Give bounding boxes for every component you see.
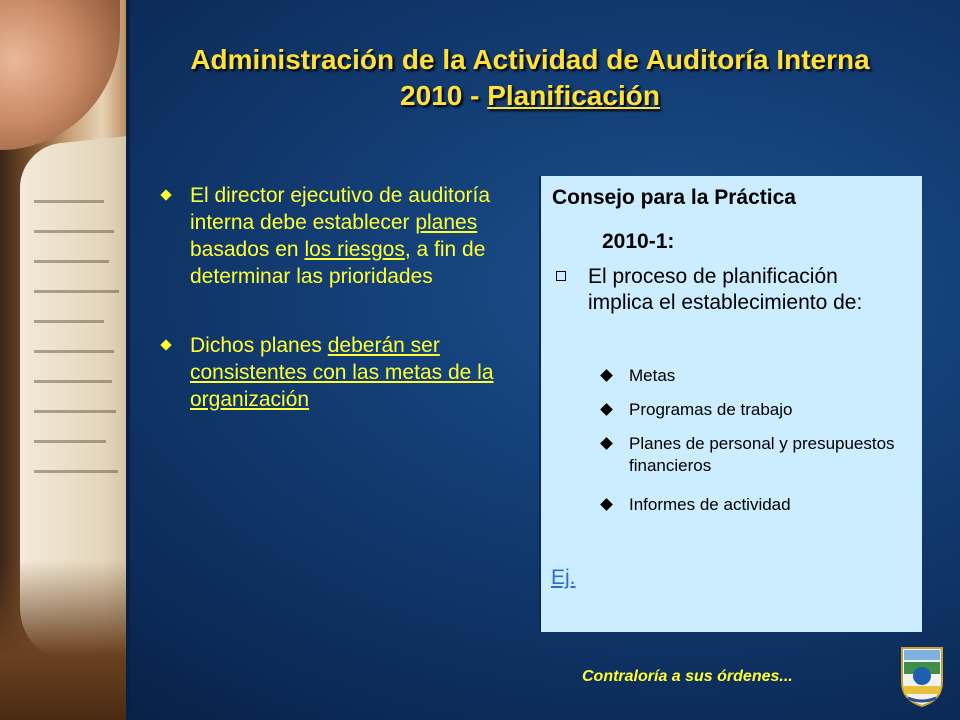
text-line-decoration bbox=[34, 200, 104, 203]
bullet-underlined-text: deberán ser consistentes con las metas de la organización bbox=[190, 334, 494, 411]
slide-title bbox=[140, 42, 920, 114]
bullet-item bbox=[160, 332, 520, 413]
text-line-decoration bbox=[34, 260, 109, 263]
bullet-text: El director ejecutivo de auditoría interna debe establecer bbox=[190, 184, 490, 234]
text-line-decoration bbox=[34, 440, 106, 443]
diamond-bullet-icon bbox=[600, 498, 613, 511]
box-heading-number: 2010-1: bbox=[602, 230, 675, 253]
bullet-text: Dichos planes bbox=[190, 334, 328, 357]
text-line-decoration bbox=[34, 320, 104, 323]
diamond-bullet-icon bbox=[600, 403, 613, 416]
bullet-item bbox=[160, 182, 520, 290]
bullet-underlined-text: los riesgos bbox=[304, 238, 405, 261]
text-line-decoration bbox=[34, 410, 116, 413]
hand-image bbox=[0, 0, 120, 150]
example-link[interactable]: Ej. bbox=[551, 566, 576, 589]
sub-item bbox=[599, 433, 899, 477]
sub-item-text: Programas de trabajo bbox=[629, 400, 793, 419]
photo-divider bbox=[126, 0, 130, 720]
diamond-bullet-icon bbox=[160, 189, 171, 200]
sub-item bbox=[599, 494, 899, 516]
diamond-bullet-icon bbox=[160, 339, 171, 350]
photo-shadow bbox=[0, 560, 128, 720]
text-line-decoration bbox=[34, 350, 114, 353]
title-underlined: Planificación bbox=[487, 80, 660, 111]
hollow-square-bullet-icon bbox=[556, 271, 566, 281]
bullet-text: , a fin de determinar las prioridades bbox=[190, 238, 486, 288]
main-point-text: El proceso de planificación implica el establecimiento de: bbox=[588, 265, 863, 314]
text-line-decoration bbox=[34, 380, 112, 383]
text-line-decoration bbox=[34, 470, 118, 473]
left-bullet-list bbox=[160, 182, 520, 455]
bullet-text: basados en bbox=[190, 238, 305, 261]
practice-advisory-box bbox=[539, 176, 922, 632]
diamond-bullet-icon bbox=[600, 437, 613, 450]
diamond-bullet-icon bbox=[600, 369, 613, 382]
sub-item bbox=[599, 365, 899, 387]
sub-item bbox=[599, 399, 899, 421]
title-line-2 bbox=[140, 78, 920, 114]
crest-logo-icon bbox=[898, 642, 946, 708]
bullet-underlined-text: planes bbox=[415, 211, 478, 234]
footer-slogan: Contraloría a sus órdenes... bbox=[582, 668, 793, 685]
box-main-point bbox=[556, 264, 906, 316]
title-line-1: Administración de la Actividad de Auditoría Interna bbox=[190, 44, 870, 75]
text-line-decoration bbox=[34, 290, 119, 293]
sub-item-text: Metas bbox=[629, 366, 676, 385]
book-photo bbox=[0, 0, 128, 720]
sub-item-text: Planes de personal y presupuestos financieros bbox=[629, 434, 895, 475]
box-heading: Consejo para la Práctica bbox=[552, 186, 796, 209]
title-prefix: 2010 - bbox=[400, 80, 488, 111]
text-line-decoration bbox=[34, 230, 114, 233]
sub-item-text: Informes de actividad bbox=[629, 495, 791, 514]
